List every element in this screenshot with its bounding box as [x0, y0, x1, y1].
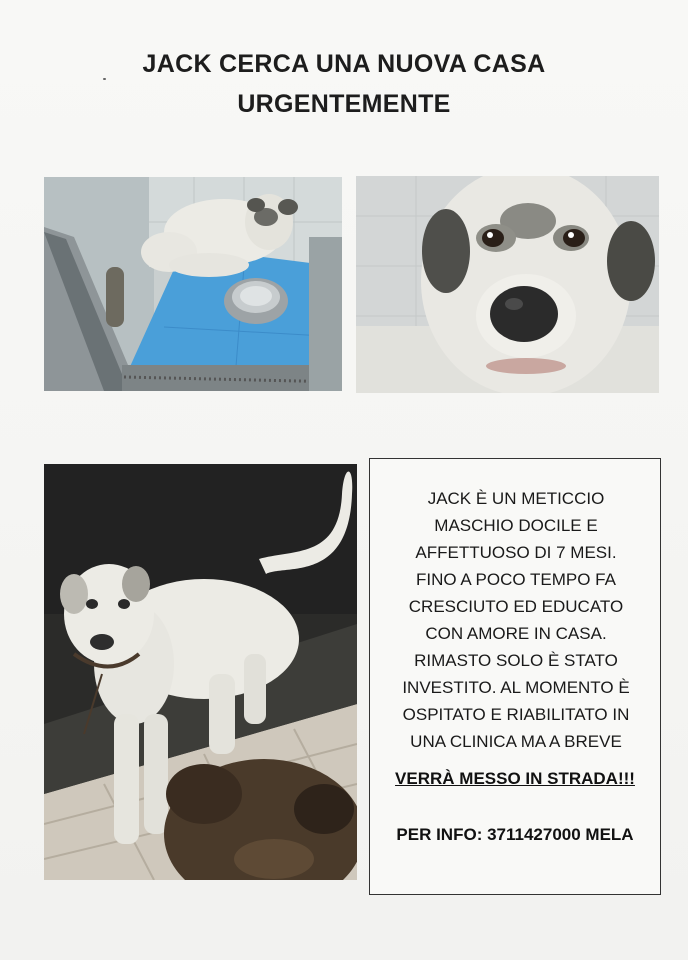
photo-dog-standing [44, 464, 357, 880]
dog-description: JACK È UN METICCIO MASCHIO DOCILE E AFFETTUOSO DI 7 MESI. FINO A POCO TEMPO FA CRESCIUTO ED EDUCATO CON AMORE IN CASA. RIMASTO SOLO È STATO INVESTITO. AL MOMENTO È OSPITATO E RIABILITATO IN UNA CLINICA MA A BREVE [402, 489, 630, 751]
poster-title [0, 44, 688, 124]
photo-dog-in-kennel [44, 177, 342, 391]
title-line-2: URGENTEMENTE [237, 90, 451, 118]
info-box [369, 458, 661, 895]
contact-info: PER INFO: 3711427000 MELA [396, 825, 634, 844]
warning-text: VERRÀ MESSO IN STRADA!!! [395, 769, 635, 788]
photo-dog-face [356, 176, 659, 393]
title-line-1: JACK CERCA UNA NUOVA CASA [142, 50, 546, 78]
